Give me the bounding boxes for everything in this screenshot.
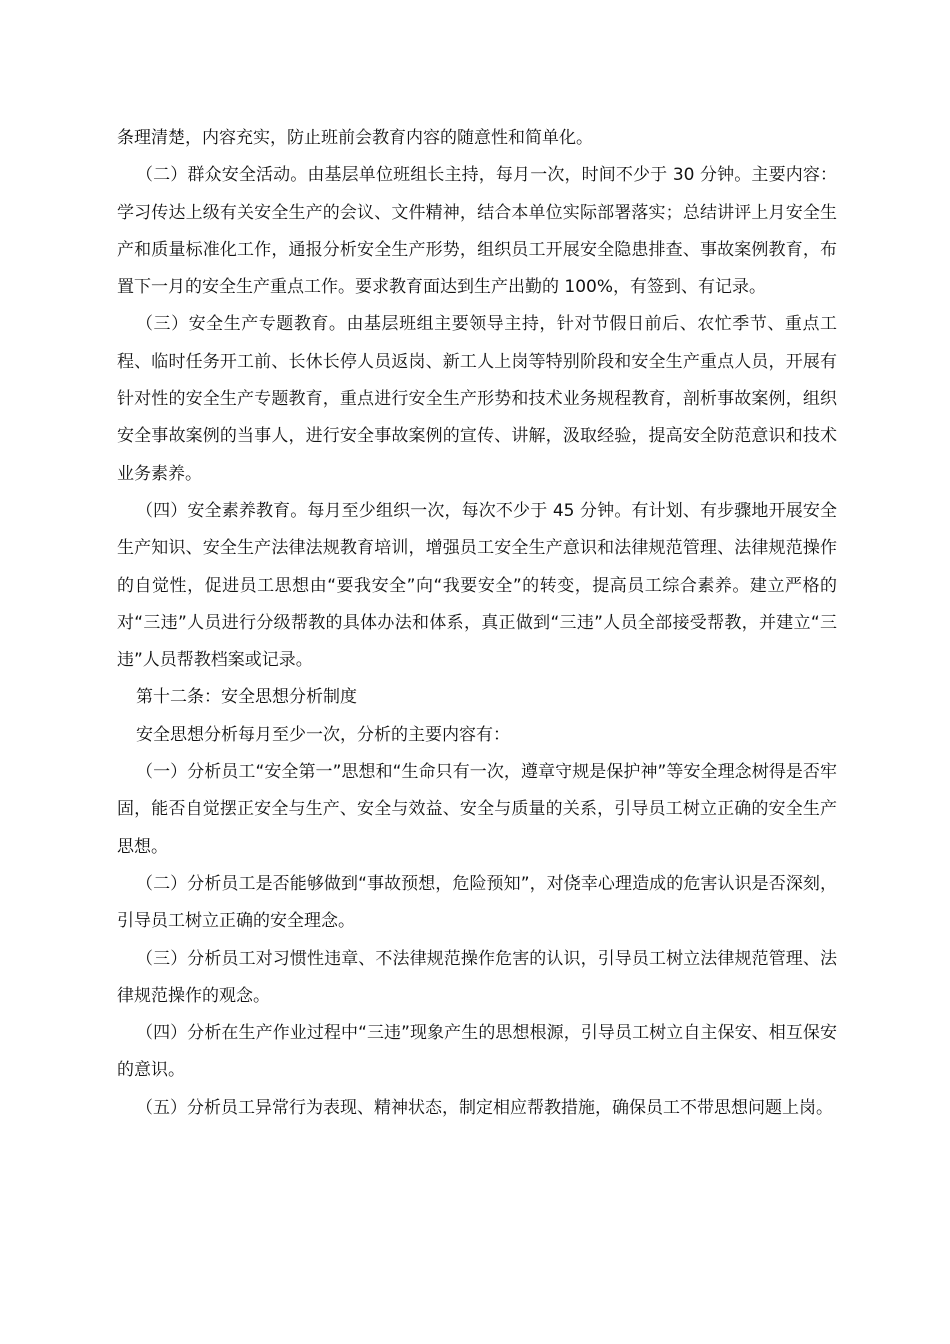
paragraph-safety-literacy-education: （四）安全素养教育。每月至少组织一次，每次不少于 45 分钟。有计划、有步骤地开展安全生产知识、安全生产法律法规教育培训，增强员工安全生产意识和法律规范管理、法律规范操作的自觉性，促进员工思想由“要我安全”向“我要安全”的转变，提高员工综合素养。建立严格的对“三违”人员进行分级帮教的具体办法和体系，真正做到“三违”人员全部接受帮教，并建立“三违”人员帮教档案或记录。 (117, 500, 837, 671)
paragraph-analysis-item-3: （三）分析员工对习惯性违章、不法律规范操作危害的认识，引导员工树立法律规范管理、法律规范操作的观念。 (117, 948, 837, 1006)
paragraph-analysis-item-4: （四）分析在生产作业过程中“三违”现象产生的思想根源，引导员工树立自主保安、相互保安的意识。 (117, 1023, 837, 1081)
paragraph-continuation: 条理清楚，内容充实，防止班前会教育内容的随意性和简单化。 (117, 128, 593, 148)
paragraph-analysis-item-2: （二）分析员工是否能够做到“事故预想，危险预知”，对侥幸心理造成的危害认识是否深刻，引导员工树立正确的安全理念。 (117, 873, 837, 932)
article-twelve-heading: 第十二条：安全思想分析制度 (136, 687, 357, 708)
document-body (117, 120, 837, 1127)
paragraph-analysis-intro: 安全思想分析每月至少一次，分析的主要内容有： (136, 724, 510, 745)
paragraph-analysis-item-1: （一）分析员工“安全第一”思想和“生命只有一次，遵章守规是保护神”等安全理念树得是否牢固，能否自觉摆正安全与生产、安全与效益、安全与质量的关系，引导员工树立正确的安全生产思想。 (117, 762, 837, 857)
paragraph-mass-safety-activity: （二）群众安全活动。由基层单位班组长主持，每月一次，时间不少于 30 分钟。主要内容：学习传达上级有关安全生产的会议、文件精神，结合本单位实际部署落实；总结讲评上月安全生产和质量标准化工作，通报分析安全生产形势，组织员工开展安全隐患排查、事故案例教育，布置下一月的安全生产重点工作。要求教育面达到生产出勤的 100%，有签到、有记录。 (117, 165, 837, 298)
paragraph-special-safety-education: （三）安全生产专题教育。由基层班组主要领导主持，针对节假日前后、农忙季节、重点工程、临时任务开工前、长休长停人员返岗、新工人上岗等特别阶段和安全生产重点人员，开展有针对性的安全生产专题教育，重点进行安全生产形势和技术业务规程教育，剖析事故案例，组织安全事故案例的当事人，进行安全事故案例的宣传、讲解，汲取经验，提高安全防范意识和技术业务素养。 (117, 314, 837, 484)
paragraph-analysis-item-5: （五）分析员工异常行为表现、精神状态，制定相应帮教措施，确保员工不带思想问题上岗。 (136, 1097, 833, 1118)
